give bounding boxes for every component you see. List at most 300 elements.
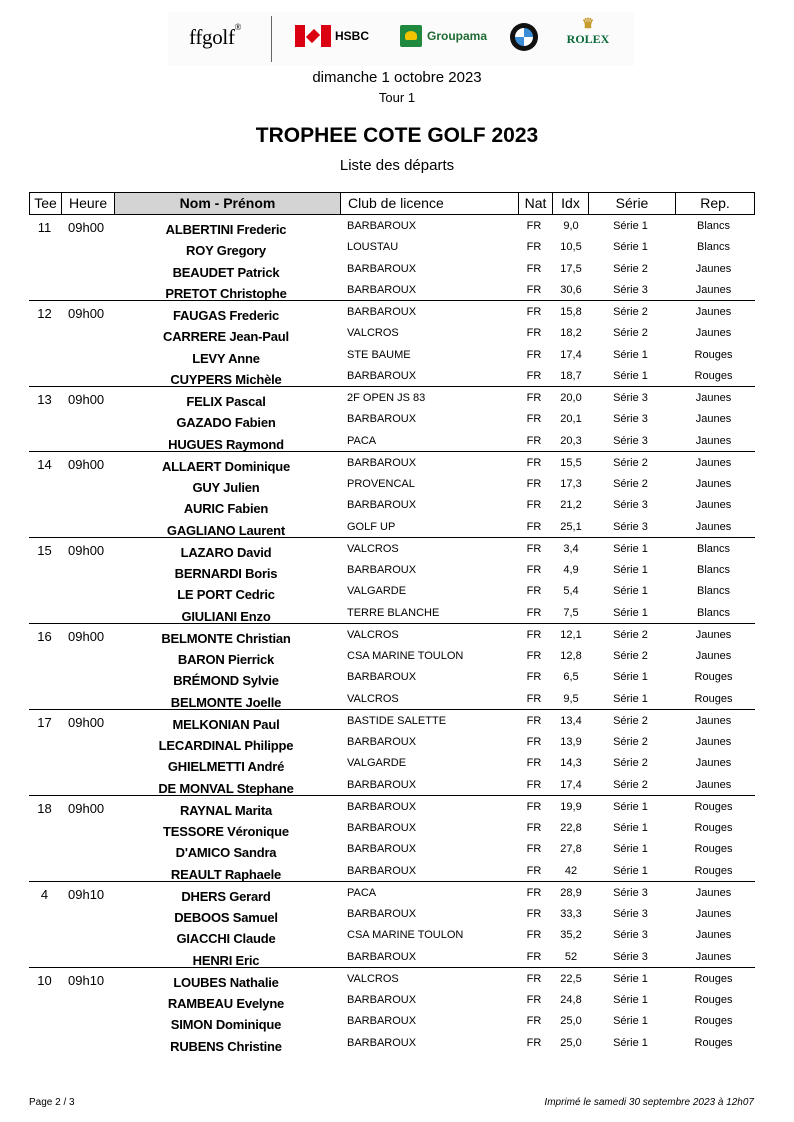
- index-cell: 15,8: [560, 306, 582, 318]
- nationality-cell: FR: [526, 972, 542, 985]
- serie-cell: Série 3: [613, 886, 648, 899]
- player-name-cell: CARRERE Jean-Paul: [163, 329, 289, 345]
- tee-marker-cell: Jaunes: [695, 757, 732, 770]
- nationality-cell: FR: [526, 520, 542, 533]
- nationality-cell: FR: [526, 994, 542, 1006]
- serie-cell: Série 3: [613, 950, 648, 963]
- player-name-cell: REAULT Raphaele: [170, 866, 282, 882]
- club-cell: PACA: [347, 886, 377, 899]
- club-cell: STE BAUME: [347, 348, 411, 361]
- table-row: [29, 452, 755, 473]
- nationality-cell: FR: [526, 864, 542, 877]
- serie-cell: Série 1: [613, 843, 648, 856]
- tee-marker-cell: Rouges: [694, 822, 733, 834]
- serie-cell: Série 1: [613, 972, 648, 985]
- club-cell: VALCROS: [347, 628, 399, 641]
- table-row: [29, 236, 755, 257]
- serie-cell: Série 2: [613, 650, 648, 662]
- page-number: Page 2 / 3: [29, 1097, 75, 1108]
- player-name-cell: HENRI Eric: [192, 952, 260, 968]
- club-cell: BARBAROUX: [347, 306, 417, 318]
- serie-cell: Série 1: [613, 369, 648, 382]
- club-cell: BARBAROUX: [347, 778, 417, 791]
- nationality-cell: FR: [526, 736, 542, 748]
- club-cell: BARBAROUX: [347, 283, 417, 296]
- player-name-cell: DE MONVAL Stephane: [158, 780, 294, 796]
- heure-cell: 09h00: [68, 306, 105, 321]
- tee-group: [29, 968, 755, 1053]
- serie-cell: Série 1: [613, 822, 648, 834]
- serie-cell: Série 3: [613, 908, 648, 920]
- tee-marker-cell: Jaunes: [695, 499, 732, 512]
- nationality-cell: FR: [526, 241, 542, 254]
- club-cell: GOLF UP: [347, 520, 396, 533]
- serie-cell: Série 3: [613, 434, 648, 447]
- table-row: [29, 580, 755, 601]
- index-cell: 25,1: [560, 520, 582, 533]
- club-cell: VALCROS: [347, 327, 399, 340]
- nationality-cell: FR: [526, 628, 542, 641]
- player-name-cell: GAGLIANO Laurent: [166, 522, 286, 538]
- index-cell: 15,5: [560, 456, 582, 469]
- serie-cell: Série 2: [613, 478, 648, 490]
- index-cell: 12,1: [560, 628, 582, 641]
- serie-cell: Série 3: [613, 929, 648, 942]
- player-name-cell: AURIC Fabien: [183, 501, 269, 517]
- table-row: [29, 624, 755, 645]
- serie-cell: Série 1: [613, 692, 648, 705]
- serie-cell: Série 1: [613, 220, 648, 232]
- index-cell: 30,6: [560, 283, 582, 296]
- index-cell: 5,4: [563, 585, 579, 598]
- table-row: [29, 473, 755, 494]
- nationality-cell: FR: [526, 327, 542, 340]
- table-row: [29, 258, 755, 279]
- nationality-cell: FR: [526, 757, 542, 770]
- table-row: [29, 279, 755, 300]
- table-row: [29, 516, 755, 537]
- tee-marker-cell: Jaunes: [695, 736, 732, 748]
- index-cell: 4,9: [563, 564, 579, 576]
- index-cell: 52: [564, 950, 578, 963]
- tee-marker-cell: Jaunes: [695, 413, 732, 426]
- serie-cell: Série 3: [613, 392, 648, 404]
- player-name-cell: LECARDINAL Philippe: [158, 738, 294, 753]
- player-name-cell: MELKONIAN Paul: [172, 716, 280, 732]
- tee-marker-cell: Rouges: [694, 671, 733, 684]
- tee-cell: 16: [37, 628, 52, 644]
- index-cell: 42: [564, 864, 578, 877]
- club-cell: TERRE BLANCHE: [347, 606, 440, 619]
- tee-marker-cell: Jaunes: [695, 650, 732, 662]
- tee-marker-cell: Jaunes: [695, 262, 732, 275]
- tee-marker-cell: Rouges: [694, 972, 733, 985]
- tee-marker-cell: Jaunes: [695, 306, 732, 318]
- tee-cell: 14: [37, 456, 52, 472]
- index-cell: 3,4: [563, 542, 579, 555]
- tee-group: [29, 538, 755, 624]
- nationality-cell: FR: [526, 542, 542, 555]
- nationality-cell: FR: [526, 800, 542, 813]
- serie-cell: Série 1: [613, 542, 648, 555]
- index-cell: 20,1: [560, 413, 582, 426]
- club-cell: BARBAROUX: [347, 671, 417, 684]
- col-nat-header: Nat: [518, 193, 552, 214]
- player-name-cell: BELMONTE Joelle: [170, 694, 282, 710]
- event-date: dimanche 1 octobre 2023: [312, 69, 482, 86]
- club-cell: BARBAROUX: [347, 499, 417, 512]
- table-row: [29, 838, 755, 859]
- crown-icon: ♛: [581, 17, 595, 32]
- serie-cell: Série 2: [613, 306, 648, 318]
- serie-cell: Série 1: [613, 348, 648, 361]
- nationality-cell: FR: [526, 434, 542, 447]
- table-row: [29, 602, 755, 623]
- col-tee-header: Tee: [34, 195, 57, 211]
- club-cell: BARBAROUX: [347, 822, 417, 834]
- club-cell: VALGARDE: [347, 585, 407, 598]
- table-row: [29, 365, 755, 386]
- player-name-cell: LOUBES Nathalie: [173, 974, 279, 990]
- tee-marker-cell: Jaunes: [695, 628, 732, 641]
- index-cell: 7,5: [563, 606, 579, 619]
- nationality-cell: FR: [526, 929, 542, 942]
- tee-cell: 10: [37, 972, 52, 988]
- table-row: [29, 344, 755, 365]
- club-cell: BARBAROUX: [347, 1036, 417, 1049]
- player-name-cell: ALLAERT Dominique: [161, 458, 291, 474]
- nationality-cell: FR: [526, 478, 542, 490]
- club-cell: BARBAROUX: [347, 456, 417, 469]
- table-row: [29, 301, 755, 322]
- groupama-logo: Groupama: [400, 25, 487, 47]
- heure-cell: 09h00: [68, 456, 105, 472]
- club-cell: BARBAROUX: [347, 369, 417, 382]
- nationality-cell: FR: [526, 692, 542, 705]
- nationality-cell: FR: [526, 1036, 542, 1049]
- tee-marker-cell: Rouges: [694, 1015, 733, 1028]
- index-cell: 10,5: [560, 241, 582, 254]
- rolex-logo: ♛ ROLEX: [563, 18, 613, 47]
- index-cell: 22,5: [560, 972, 582, 985]
- tee-marker-cell: Jaunes: [695, 456, 732, 469]
- nationality-cell: FR: [526, 306, 542, 318]
- col-rep-header: Rep.: [675, 193, 754, 214]
- tee-cell: 4: [40, 886, 49, 902]
- player-name-cell: D'AMICO Sandra: [175, 845, 277, 861]
- index-cell: 17,4: [560, 778, 582, 791]
- ffgolf-logo: ffgolf®: [189, 22, 242, 49]
- tee-marker-cell: Rouges: [694, 692, 733, 705]
- serie-cell: Série 2: [613, 778, 648, 791]
- nationality-cell: FR: [526, 886, 542, 899]
- club-cell: BARBAROUX: [347, 864, 417, 877]
- serie-cell: Série 1: [613, 1015, 648, 1028]
- club-cell: CSA MARINE TOULON: [347, 650, 464, 662]
- player-name-cell: FELIX Pascal: [186, 394, 266, 409]
- club-cell: BARBAROUX: [347, 220, 417, 232]
- nationality-cell: FR: [526, 714, 542, 727]
- print-timestamp: Imprimé le samedi 30 septembre 2023 à 12h07: [544, 1097, 754, 1108]
- groupama-icon: [400, 25, 422, 47]
- tee-group: [29, 301, 755, 387]
- player-name-cell: HUGUES Raymond: [168, 436, 284, 452]
- club-cell: BARBAROUX: [347, 908, 417, 920]
- table-row: [29, 924, 755, 945]
- index-cell: 18,2: [560, 327, 582, 340]
- club-cell: CSA MARINE TOULON: [347, 929, 464, 942]
- table-row: [29, 731, 755, 752]
- club-cell: BARBAROUX: [347, 843, 417, 856]
- index-cell: 9,0: [563, 220, 579, 232]
- index-cell: 17,4: [560, 348, 582, 361]
- index-cell: 17,5: [560, 262, 582, 275]
- tee-marker-cell: Jaunes: [695, 929, 732, 942]
- tee-marker-cell: Rouges: [694, 994, 733, 1006]
- player-name-cell: DHERS Gerard: [181, 888, 271, 904]
- hsbc-logo: HSBC: [295, 25, 369, 47]
- index-cell: 21,2: [560, 499, 582, 512]
- tee-cell: 13: [37, 392, 52, 407]
- tee-group: [29, 710, 755, 796]
- table-row: [29, 645, 755, 666]
- tee-cell: 18: [37, 800, 52, 816]
- table-row: [29, 710, 755, 731]
- nationality-cell: FR: [526, 413, 542, 426]
- heure-cell: 09h00: [68, 542, 105, 558]
- club-cell: BARBAROUX: [347, 413, 417, 426]
- table-row: [29, 796, 755, 817]
- player-name-cell: GIULIANI Enzo: [181, 608, 271, 624]
- serie-cell: Série 1: [613, 800, 648, 813]
- serie-cell: Série 3: [613, 413, 648, 426]
- nationality-cell: FR: [526, 220, 542, 232]
- tee-marker-cell: Rouges: [694, 1036, 733, 1049]
- index-cell: 28,9: [560, 886, 582, 899]
- serie-cell: Série 3: [613, 520, 648, 533]
- player-name-cell: GHIELMETTI André: [167, 759, 285, 775]
- player-name-cell: GUY Julien: [192, 480, 260, 495]
- tee-marker-cell: Jaunes: [695, 908, 732, 920]
- heure-cell: 09h00: [68, 220, 105, 235]
- table-row: [29, 1010, 755, 1031]
- nationality-cell: FR: [526, 348, 542, 361]
- serie-cell: Série 2: [613, 714, 648, 727]
- nationality-cell: FR: [526, 606, 542, 619]
- club-cell: BARBAROUX: [347, 994, 417, 1006]
- player-name-cell: ROY Gregory: [186, 243, 266, 259]
- table-row: [29, 666, 755, 687]
- table-row: [29, 752, 755, 773]
- index-cell: 24,8: [560, 994, 582, 1006]
- club-cell: 2F OPEN JS 83: [347, 392, 426, 404]
- logo-divider: [271, 16, 272, 62]
- tee-marker-cell: Jaunes: [695, 434, 732, 447]
- nationality-cell: FR: [526, 671, 542, 684]
- nationality-cell: FR: [526, 843, 542, 856]
- serie-cell: Série 2: [613, 456, 648, 469]
- tee-marker-cell: Jaunes: [695, 392, 732, 404]
- player-name-cell: BRÉMOND Sylvie: [173, 673, 279, 689]
- player-name-cell: DEBOOS Samuel: [174, 910, 278, 925]
- tee-marker-cell: Blancs: [696, 220, 731, 232]
- club-cell: BARBAROUX: [347, 1015, 417, 1028]
- player-name-cell: CUYPERS Michèle: [170, 371, 282, 387]
- serie-cell: Série 2: [613, 757, 648, 770]
- serie-cell: Série 1: [613, 606, 648, 619]
- tee-group: [29, 452, 755, 538]
- tee-marker-cell: Blancs: [696, 564, 731, 576]
- serie-cell: Série 1: [613, 864, 648, 877]
- tee-cell: 11: [37, 220, 52, 235]
- serie-cell: Série 3: [613, 499, 648, 512]
- index-cell: 19,9: [560, 800, 582, 813]
- tee-marker-cell: Jaunes: [695, 520, 732, 533]
- table-row: [29, 903, 755, 924]
- serie-cell: Série 2: [613, 628, 648, 641]
- player-name-cell: BERNARDI Boris: [174, 566, 278, 581]
- serie-cell: Série 1: [613, 1036, 648, 1049]
- index-cell: 20,0: [560, 392, 582, 404]
- bmw-logo-icon: [510, 23, 538, 51]
- table-row: [29, 968, 755, 989]
- table-row: [29, 494, 755, 515]
- tee-marker-cell: Blancs: [696, 241, 731, 254]
- nationality-cell: FR: [526, 585, 542, 598]
- club-cell: BARBAROUX: [347, 262, 417, 275]
- col-club-header: Club de licence: [340, 193, 518, 214]
- heure-cell: 09h00: [68, 800, 105, 816]
- nationality-cell: FR: [526, 369, 542, 382]
- player-name-cell: PRETOT Christophe: [165, 285, 287, 301]
- player-name-cell: LE PORT Cedric: [177, 587, 275, 603]
- col-serie-header: Série: [588, 193, 675, 214]
- index-cell: 25,0: [560, 1036, 582, 1049]
- player-name-cell: RAMBEAU Evelyne: [167, 996, 285, 1011]
- serie-cell: Série 1: [613, 564, 648, 576]
- player-name-cell: FAUGAS Frederic: [172, 308, 280, 323]
- tee-marker-cell: Blancs: [696, 542, 731, 555]
- index-cell: 35,2: [560, 929, 582, 942]
- index-cell: 13,4: [560, 714, 582, 727]
- page-title: TROPHEE COTE GOLF 2023: [255, 124, 539, 147]
- sponsor-logo-bar: [168, 12, 634, 66]
- index-cell: 13,9: [560, 736, 582, 748]
- index-cell: 17,3: [560, 478, 582, 490]
- heure-cell: 09h00: [68, 628, 105, 644]
- index-cell: 18,7: [560, 369, 582, 382]
- table-row: [29, 860, 755, 881]
- tee-marker-cell: Rouges: [694, 800, 733, 813]
- index-cell: 9,5: [563, 692, 579, 705]
- nationality-cell: FR: [526, 822, 542, 834]
- table-row: [29, 387, 755, 408]
- club-cell: BARBAROUX: [347, 800, 417, 813]
- nationality-cell: FR: [526, 950, 542, 963]
- table-row: [29, 1032, 755, 1053]
- hsbc-hexagon-icon: [295, 25, 331, 47]
- index-cell: 12,8: [560, 650, 582, 662]
- club-cell: PACA: [347, 434, 377, 447]
- table-row: [29, 559, 755, 580]
- tee-marker-cell: Jaunes: [695, 950, 732, 963]
- tee-cell: 12: [37, 306, 52, 321]
- col-idx-header: Idx: [552, 193, 588, 214]
- tee-group: [29, 624, 755, 710]
- club-cell: VALCROS: [347, 542, 399, 555]
- index-cell: 33,3: [560, 908, 582, 920]
- index-cell: 20,3: [560, 434, 582, 447]
- tee-marker-cell: Jaunes: [695, 327, 732, 340]
- tee-marker-cell: Jaunes: [695, 714, 732, 727]
- tee-group: [29, 882, 755, 968]
- player-name-cell: TESSORE Véronique: [163, 824, 289, 839]
- serie-cell: Série 2: [613, 262, 648, 275]
- nationality-cell: FR: [526, 908, 542, 920]
- serie-cell: Série 1: [613, 241, 648, 254]
- index-cell: 6,5: [563, 671, 579, 684]
- player-name-cell: BARON Pierrick: [177, 652, 275, 667]
- nationality-cell: FR: [526, 499, 542, 512]
- tee-marker-cell: Rouges: [694, 843, 733, 856]
- table-row: [29, 538, 755, 559]
- table-row: [29, 946, 755, 967]
- nationality-cell: FR: [526, 456, 542, 469]
- tee-marker-cell: Blancs: [696, 585, 731, 598]
- nationality-cell: FR: [526, 650, 542, 662]
- tee-marker-cell: Jaunes: [695, 283, 732, 296]
- table-row: [29, 215, 755, 236]
- index-cell: 14,3: [560, 757, 582, 770]
- nationality-cell: FR: [526, 1015, 542, 1028]
- player-name-cell: BELMONTE Christian: [161, 630, 291, 646]
- serie-cell: Série 2: [613, 327, 648, 340]
- table-row: [29, 882, 755, 903]
- player-name-cell: BEAUDET Patrick: [172, 264, 280, 280]
- tee-group: [29, 387, 755, 452]
- heure-cell: 09h10: [68, 972, 105, 988]
- player-name-cell: LAZARO David: [180, 544, 272, 560]
- player-name-cell: RAYNAL Marita: [179, 802, 273, 818]
- start-list-table: [29, 192, 755, 1053]
- player-name-cell: RUBENS Christine: [170, 1038, 282, 1054]
- club-cell: LOUSTAU: [347, 241, 399, 254]
- tee-marker-cell: Jaunes: [695, 478, 732, 490]
- tee-marker-cell: Rouges: [694, 369, 733, 382]
- round-label: Tour 1: [378, 90, 416, 105]
- table-body: [29, 215, 755, 1053]
- index-cell: 27,8: [560, 843, 582, 856]
- tee-marker-cell: Rouges: [694, 348, 733, 361]
- serie-cell: Série 1: [613, 585, 648, 598]
- col-heure-header: Heure: [61, 193, 114, 214]
- club-cell: BASTIDE SALETTE: [347, 714, 447, 727]
- player-name-cell: LEVY Anne: [192, 350, 260, 366]
- club-cell: VALGARDE: [347, 757, 407, 770]
- table-row: [29, 408, 755, 429]
- index-cell: 22,8: [560, 822, 582, 834]
- table-row: [29, 430, 755, 451]
- nationality-cell: FR: [526, 283, 542, 296]
- tee-marker-cell: Blancs: [696, 606, 731, 619]
- club-cell: VALCROS: [347, 972, 399, 985]
- tee-group: [29, 215, 755, 301]
- table-header: [29, 192, 755, 215]
- serie-cell: Série 1: [613, 671, 648, 684]
- table-row: [29, 989, 755, 1010]
- club-cell: BARBAROUX: [347, 950, 417, 963]
- tee-cell: 17: [37, 714, 52, 730]
